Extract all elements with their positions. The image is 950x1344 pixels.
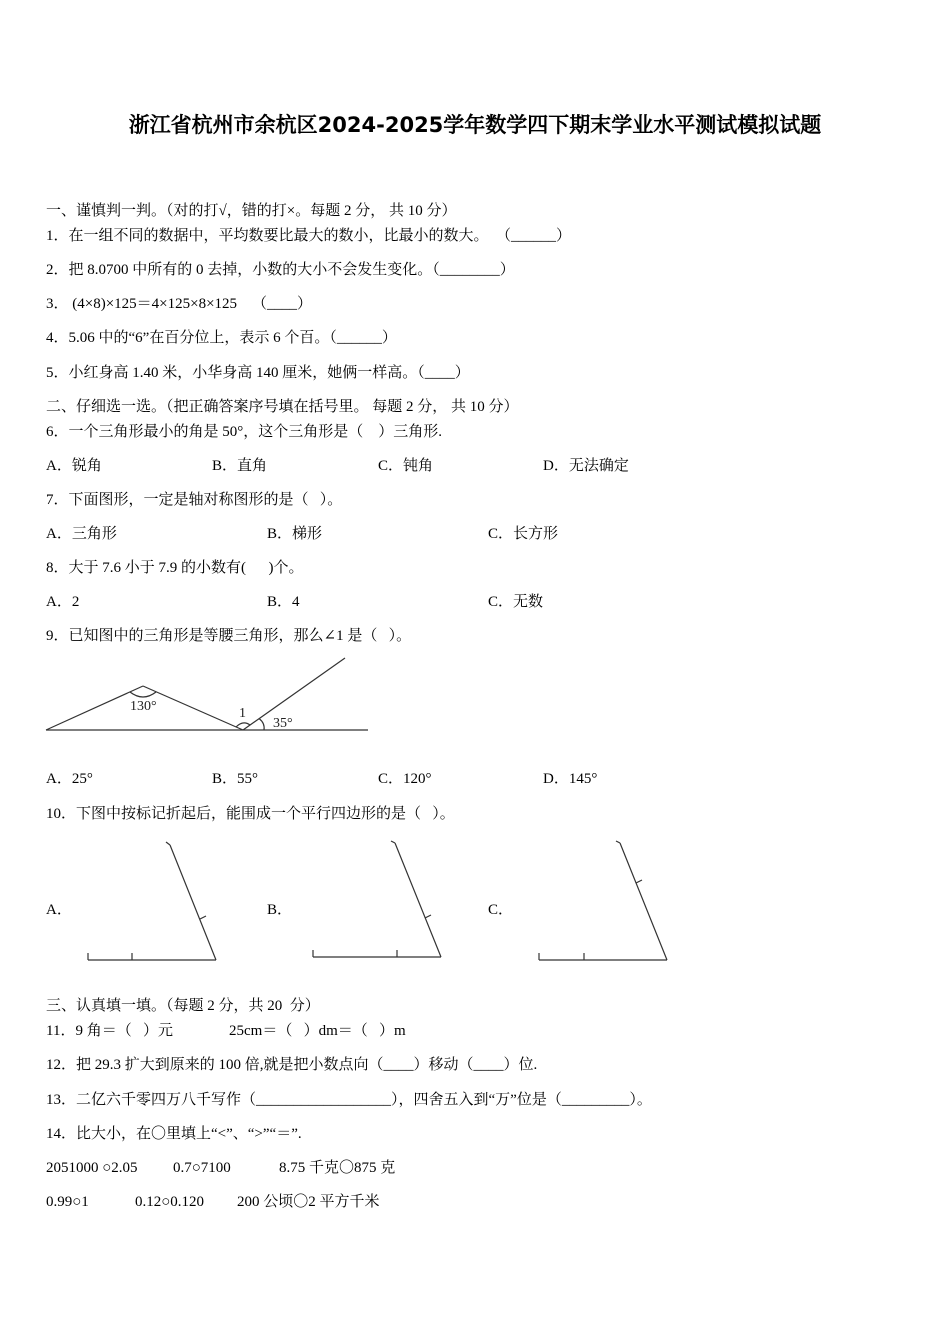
- question-14: 14．比大小，在〇里填上“<”、“>”“＝”.: [46, 1126, 302, 1142]
- angle-35-label: 35°: [273, 716, 293, 731]
- question-7: 7．下面图形，一定是轴对称图形的是（ ）。: [46, 492, 343, 508]
- q10-option-b: B．: [267, 902, 293, 918]
- question-2: 2．把 8.0700 中所有的 0 去掉，小数的大小不会发生变化。（________）: [46, 262, 515, 278]
- q14-compare-4: 0.99○1: [46, 1194, 89, 1210]
- q6-option-d: D．无法确定: [543, 458, 629, 474]
- q14-compare-2: 0.7○7100: [173, 1160, 231, 1176]
- section-2-header: 二、仔细选一选。（把正确答案序号填在括号里。 每题 2 分， 共 10 分）: [46, 399, 519, 415]
- page-title: 浙江省杭州市余杭区2024-2025学年数学四下期末学业水平测试模拟试题: [128, 113, 822, 137]
- question-6: 6．一个三角形最小的角是 50°，这个三角形是（ ）三角形.: [46, 424, 443, 440]
- q14-compare-3: 8.75 千克〇875 克: [279, 1160, 396, 1176]
- q6-option-a: A．锐角: [46, 458, 102, 474]
- question-11-part-1: 11．9 角＝（ ）元: [46, 1023, 173, 1039]
- q10-option-a: A．: [46, 902, 72, 918]
- fold-figure-c: [539, 841, 667, 960]
- triangle-right-side: [143, 686, 243, 730]
- q7-option-c: C．长方形: [488, 526, 559, 542]
- question-12: 12．把 29.3 扩大到原来的 100 倍,就是把小数点向（____）移动（____）位.: [46, 1057, 538, 1073]
- q7-option-b: B．梯形: [267, 526, 323, 542]
- question-10: 10．下图中按标记折起后，能围成一个平行四边形的是（ ）。: [46, 806, 455, 822]
- question-3: 3． (4×8)×125＝4×125×8×125 （____）: [46, 296, 313, 312]
- angle-1-label: 1: [239, 706, 246, 721]
- question-9: 9．已知图中的三角形是等腰三角形，那么∠1 是（ ）。: [46, 628, 412, 644]
- question-4: 4．5.06 中的“6”在百分位上，表示 6 个百。（______）: [46, 330, 397, 346]
- apex-angle-label: 130°: [130, 699, 157, 714]
- slanted-ray: [243, 658, 345, 730]
- q6-option-b: B．直角: [212, 458, 268, 474]
- fold-figure-b: [313, 841, 441, 957]
- q8-option-c: C．无数: [488, 594, 544, 610]
- question-11-part-2: 25cm＝（ ）dm＝（ ）m: [229, 1023, 406, 1039]
- q10-option-c: C．: [488, 902, 514, 918]
- triangle-left-side: [46, 686, 143, 730]
- q9-option-a: A．25°: [46, 771, 93, 787]
- apex-angle-arc: [130, 692, 156, 697]
- q9-option-d: D．145°: [543, 771, 598, 787]
- q14-compare-5: 0.12○0.120: [135, 1194, 205, 1210]
- question-5: 5．小红身高 1.40 米，小华身高 140 厘米，她俩一样高。（____）: [46, 365, 470, 381]
- q9-option-c: C．120°: [378, 771, 432, 787]
- q10-fold-figures: [0, 835, 700, 970]
- angle-35-arc: [259, 719, 264, 731]
- question-1: 1．在一组不同的数据中，平均数要比最大的数小，比最小的数大。 （______）: [46, 228, 572, 244]
- q8-option-a: A．2: [46, 594, 80, 610]
- question-8: 8．大于 7.6 小于 7.9 的小数有( )个。: [46, 560, 304, 576]
- q9-triangle-figure: [40, 650, 380, 740]
- q8-option-b: B．4: [267, 594, 300, 610]
- section-1-header: 一、谨慎判一判。（对的打√，错的打×。每题 2 分， 共 10 分）: [46, 203, 457, 219]
- section-3-header: 三、认真填一填。（每题 2 分，共 20 分）: [46, 998, 320, 1014]
- question-13: 13．二亿六千零四万八千写作（__________________），四舍五入到“万”位是（_________）。: [46, 1092, 652, 1108]
- q7-option-a: A．三角形: [46, 526, 117, 542]
- q14-compare-1: 2051000 ○2.05: [46, 1160, 138, 1176]
- q9-option-b: B．55°: [212, 771, 259, 787]
- q14-compare-6: 200 公顷〇2 平方千米: [237, 1194, 380, 1210]
- q6-option-c: C．钝角: [378, 458, 434, 474]
- fold-figure-a: [88, 842, 216, 960]
